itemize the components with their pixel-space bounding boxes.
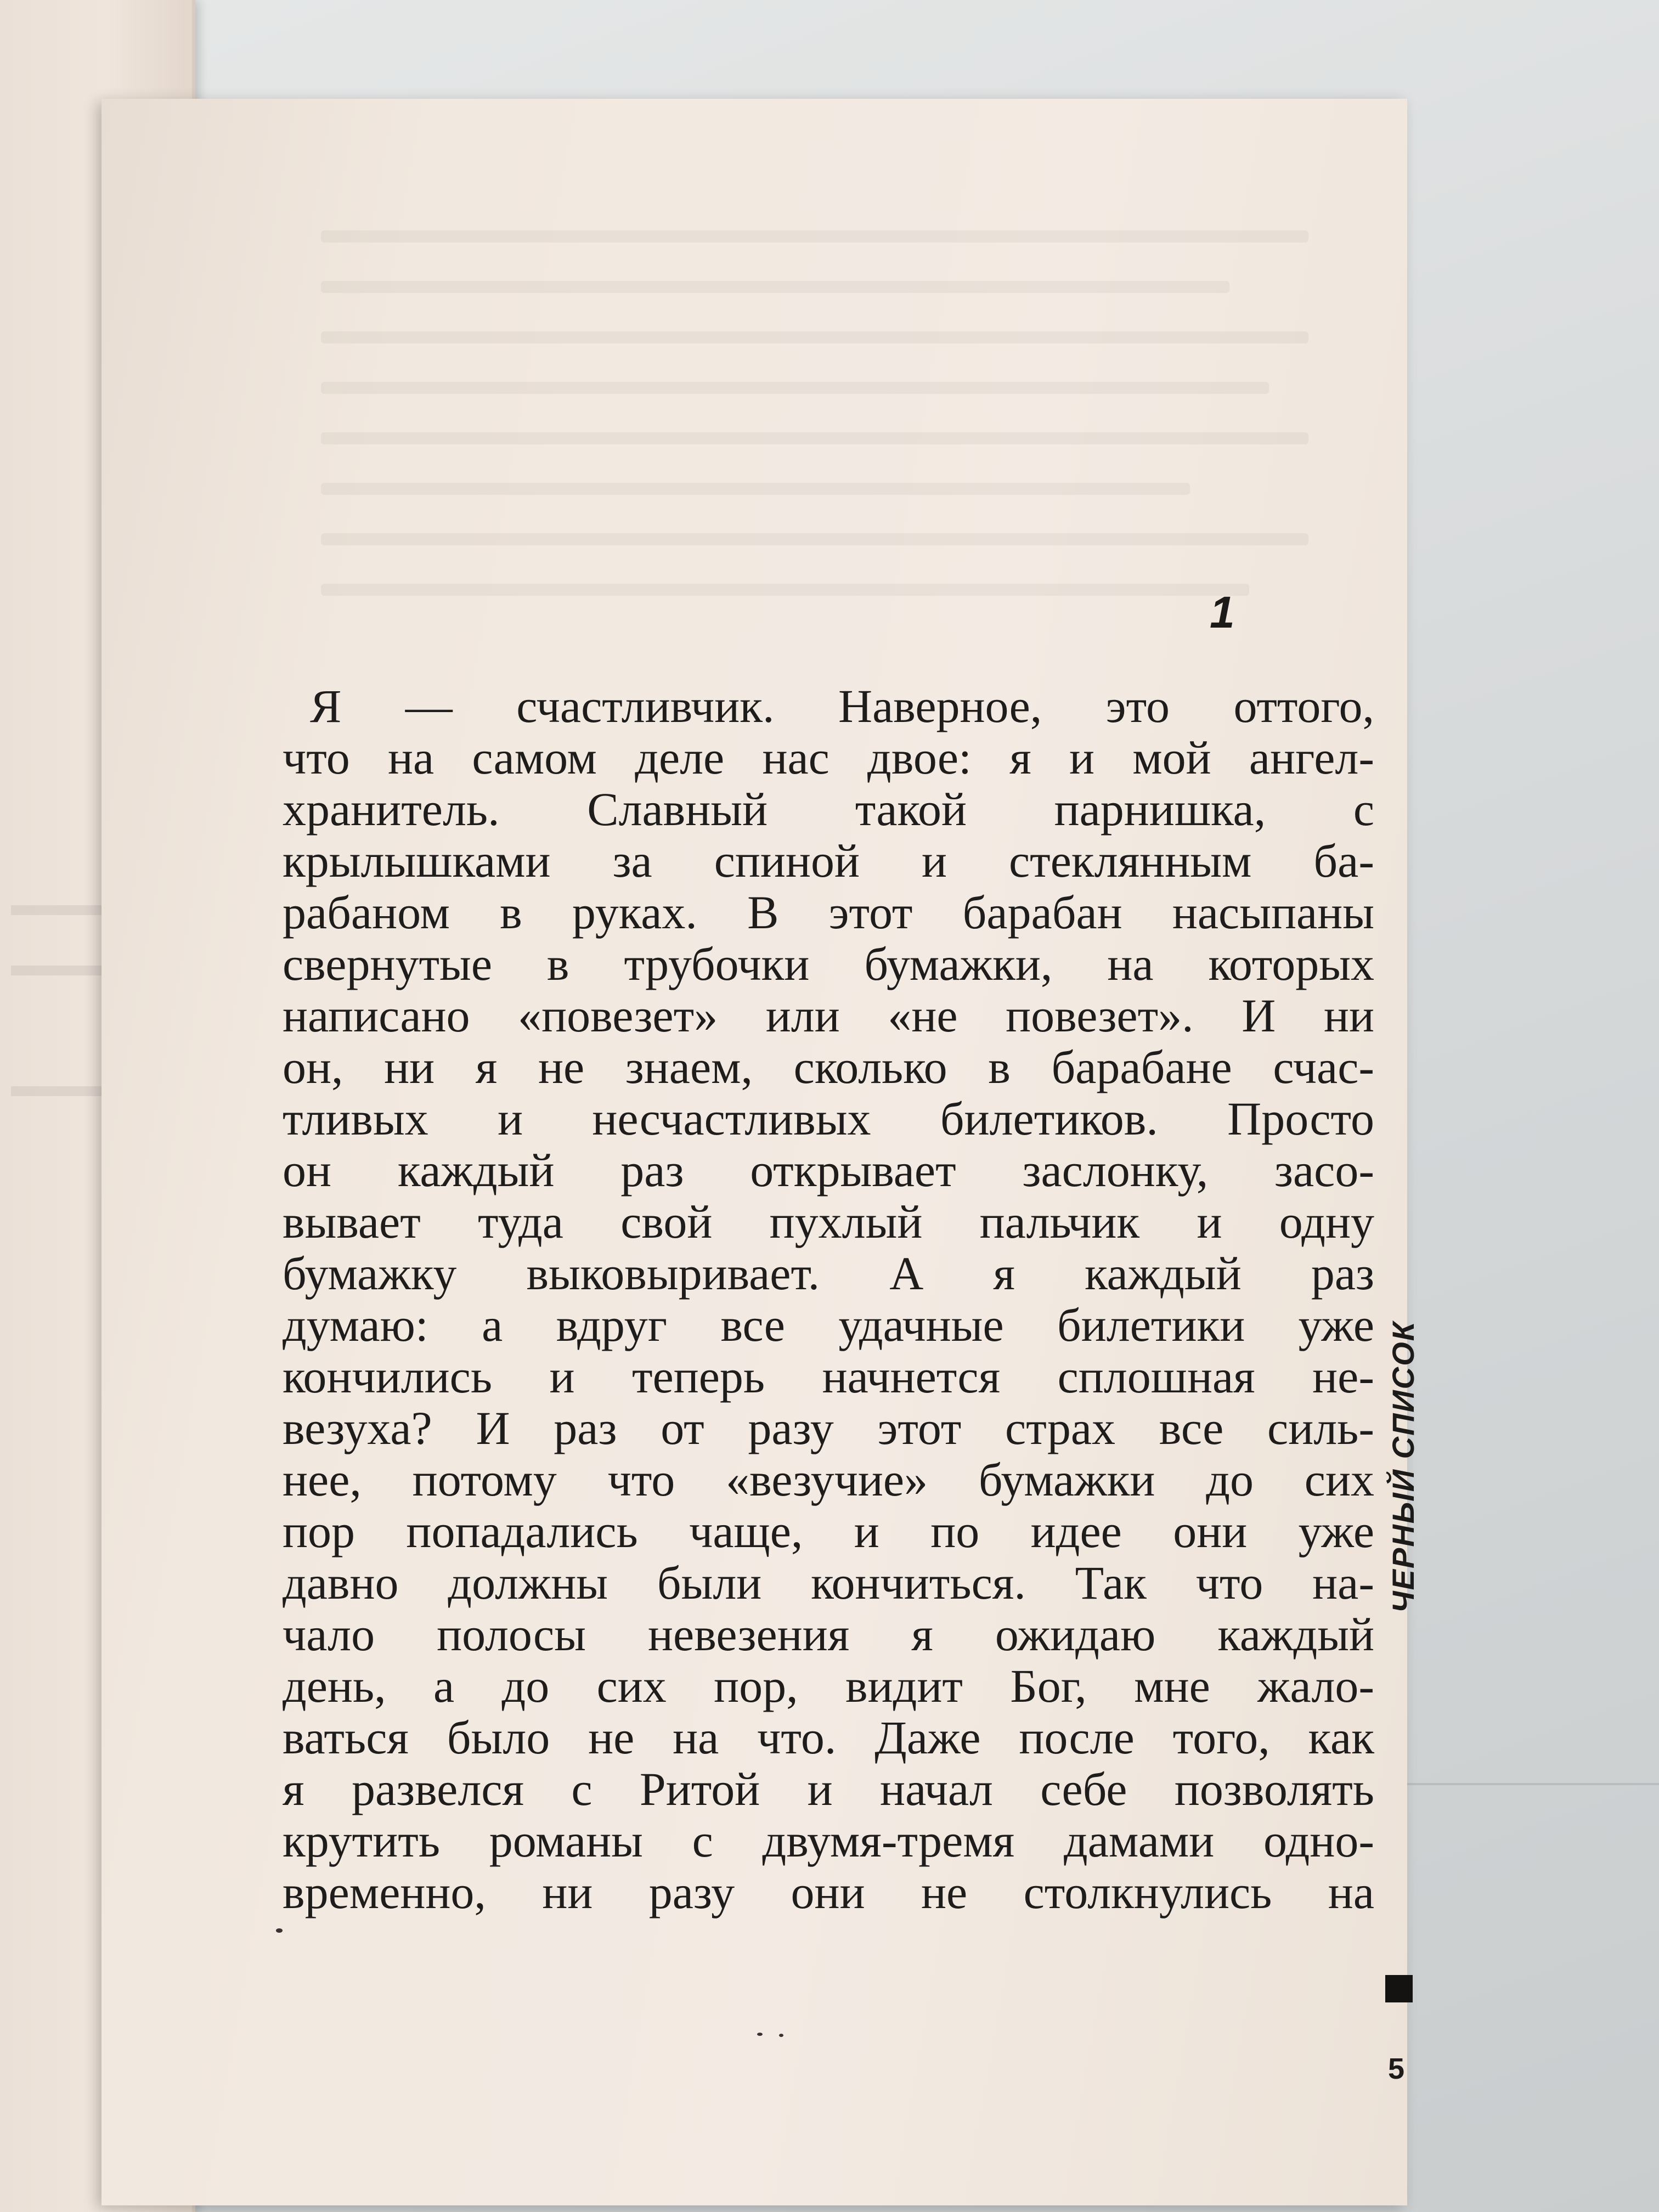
running-title: ЧЕРНЫЙ СПИСОК xyxy=(1386,1321,1420,1613)
text-line: что на самом деле нас двое: я и мой ангел- xyxy=(283,731,1374,784)
text-line: он каждый раз открывает заслонку, засо- xyxy=(283,1144,1374,1197)
text-line: временно, ни разу они не столкнулись на xyxy=(283,1866,1374,1918)
text-line: давно должны были кончиться. Так что на- xyxy=(283,1556,1374,1609)
square-bullet-icon xyxy=(1385,1975,1413,2002)
text-line: он, ни я не знаем, сколько в барабане счас- xyxy=(283,1041,1374,1093)
text-line: день, а до сих пор, видит Бог, мне жало- xyxy=(283,1660,1374,1712)
text-line: написано «повезет» или «не повезет». И ни xyxy=(283,989,1374,1042)
page-number: 5 xyxy=(1388,2052,1405,2085)
text-line: тливых и несчастливых билетиков. Просто xyxy=(283,1092,1374,1145)
background-edge xyxy=(1404,1783,1659,1785)
text-line: пор попадались чаще, и по идее они уже xyxy=(283,1505,1374,1558)
text-line: хранитель. Славный такой парнишка, с xyxy=(283,783,1374,836)
text-line: крутить романы с двумя-тремя дамами одно- xyxy=(283,1814,1374,1867)
print-speck xyxy=(757,2033,763,2036)
show-through-text xyxy=(321,230,1308,634)
chapter-number: 1 xyxy=(1210,588,1235,637)
text-line: думаю: а вдруг все удачные билетики уже xyxy=(283,1299,1374,1351)
text-line: ваться было не на что. Даже после того, как xyxy=(283,1711,1374,1764)
text-line: рабаном в руках. В этот барабан насыпаны xyxy=(283,886,1374,939)
text-line: я развелся с Ритой и начал себе позволять xyxy=(283,1763,1374,1815)
text-line: свернутые в трубочки бумажки, на которых xyxy=(283,938,1374,990)
chapter-body-text xyxy=(283,680,1374,1918)
text-line: нее, потому что «везучие» бумажки до сих xyxy=(283,1453,1374,1506)
text-line: чало полосы невезения я ожидаю каждый xyxy=(283,1608,1374,1661)
text-line: Я — счастливчик. Наверное, это оттого, xyxy=(310,680,1374,732)
print-speck xyxy=(779,2034,783,2037)
text-line: крылышками за спиной и стеклянным ба- xyxy=(283,834,1374,887)
book-page xyxy=(101,99,1420,2205)
text-line: кончились и теперь начнется сплошная не- xyxy=(283,1350,1374,1403)
print-speck xyxy=(276,1928,283,1933)
text-line: вывает туда свой пухлый пальчик и одну xyxy=(283,1195,1374,1248)
text-line: везуха? И раз от разу этот страх все силь- xyxy=(283,1402,1374,1454)
text-line: бумажку выковыривает. А я каждый раз xyxy=(283,1247,1374,1300)
